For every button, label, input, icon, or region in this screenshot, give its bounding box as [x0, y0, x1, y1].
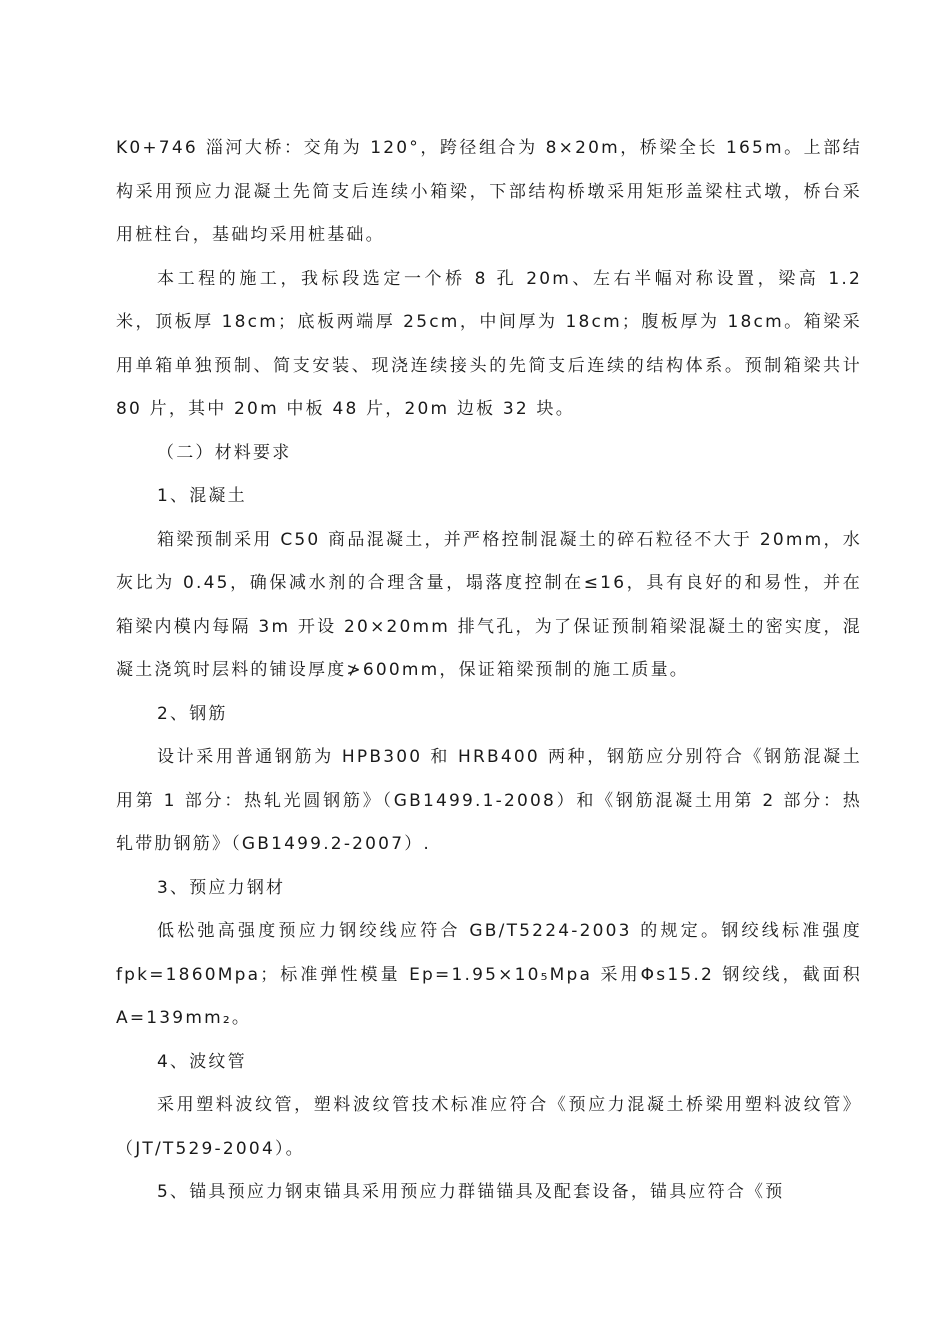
paragraph-rebar: 设计采用普通钢筋为 HPB300 和 HRB400 两种，钢筋应分别符合《钢筋混凝土用第 1 部分：热轧光圆钢筋》（GB1499.1-2008）和《钢筋混凝土用第 2 部分：热轧带肋钢筋》（GB1499.2-2007）.: [116, 747, 862, 854]
subheading-rebar: 2、钢筋: [157, 703, 228, 724]
subheading-corrugated-pipe: 4、波纹管: [157, 1051, 247, 1072]
paragraph-bridge-overview: K0+746 淄河大桥：交角为 120°，跨径组合为 8×20m，桥梁全长 165m。上部结构采用预应力混凝土先简支后连续小箱梁，下部结构桥墩采用矩形盖梁柱式墩，桥台采用桩柱台，基础均采用桩基础。: [116, 138, 862, 245]
paragraph-project-scope: 本工程的施工，我标段选定一个桥 8 孔 20m、左右半幅对称设置，梁高 1.2 米，顶板厚 18cm；底板两端厚 25cm，中间厚为 18cm；腹板厚为 18cm。箱梁采用单箱单独预制、简支安装、现浇连续接头的先简支后连续的结构体系。预制箱梁共计 80 片，其中 20m 中板 48 片，20m 边板 32 块。: [116, 268, 862, 419]
subheading-prestressing-steel: 3、预应力钢材: [157, 877, 286, 898]
paragraph-anchorage: 5、锚具预应力钢束锚具采用预应力群锚锚具及配套设备，锚具应符合《预: [157, 1182, 785, 1202]
paragraph-prestressing-steel: 低松弛高强度预应力钢绞线应符合 GB/T5224-2003 的规定。钢绞线标准强度 fpk=1860Mpa；标准弹性模量 Ep=1.95×10₅Mpa 采用Φs15.2 钢绞线，截面积 A=139mm₂。: [116, 921, 862, 1028]
paragraph-concrete: 箱梁预制采用 C50 商品混凝土，并严格控制混凝土的碎石粒径不大于 20mm，水灰比为 0.45，确保减水剂的合理含量，塌落度控制在≤16，具有良好的和易性，并在箱梁内模内每隔 3m 开设 20×20mm 排气孔，为了保证预制箱梁混凝土的密实度，混凝土浇筑时层料的铺设厚度≯600mm，保证箱梁预制的施工质量。: [116, 529, 862, 680]
section-heading-materials: （二）材料要求: [157, 442, 292, 463]
paragraph-corrugated-pipe: 采用塑料波纹管，塑料波纹管技术标准应符合《预应力混凝土桥梁用塑料波纹管》（JT/T529-2004）。: [116, 1095, 862, 1159]
subheading-concrete: 1、混凝土: [157, 486, 247, 506]
